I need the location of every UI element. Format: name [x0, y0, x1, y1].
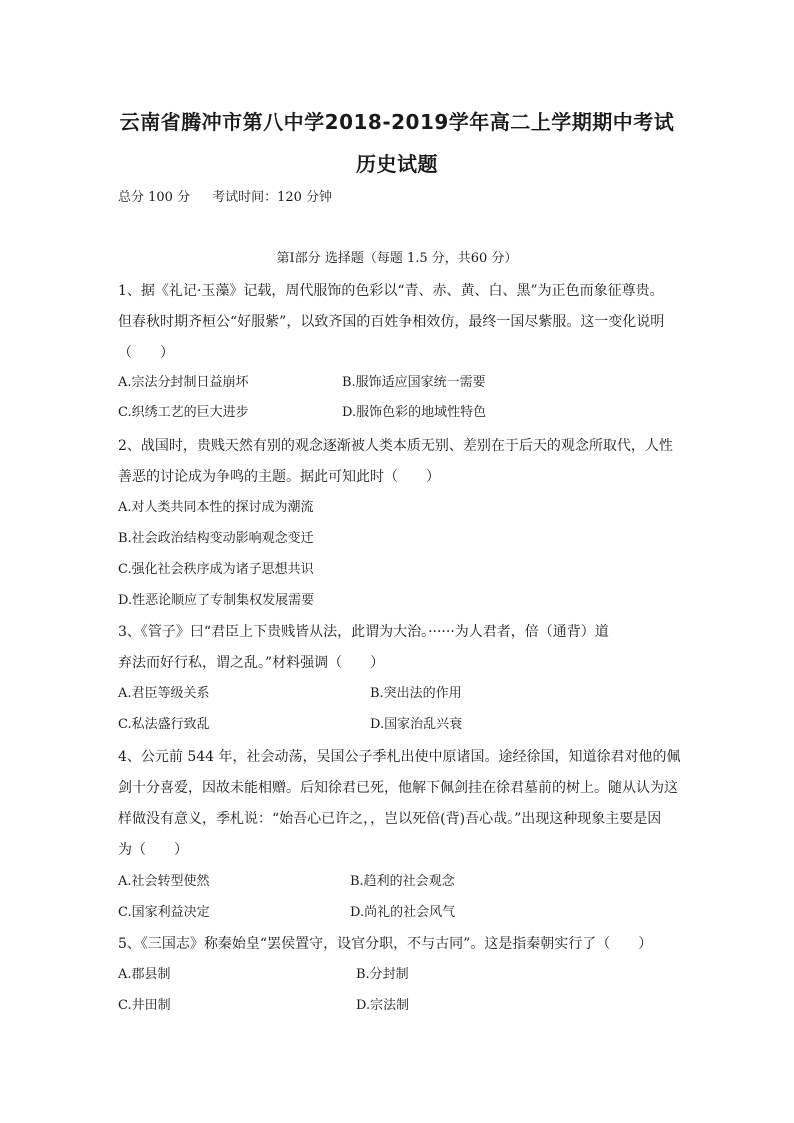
question-5-option-d: D.宗法制 [356, 998, 410, 1013]
question-5-option-a: A.郡县制 [118, 967, 171, 982]
exam-title: 云南省腾冲市第八中学2018-2019学年高二上学期期中考试 [119, 110, 675, 134]
question-2-option-a: A.对人类共同本性的探讨成为潮流 [118, 500, 314, 515]
question-2-option-b: B.社会政治结构变动影响观念变迁 [118, 531, 314, 546]
question-1-option-c: C.织绣工艺的巨大进步 [118, 405, 249, 420]
question-4-option-a: A.社会转型使然 [118, 874, 210, 889]
question-3-option-a: A.君臣等级关系 [118, 686, 210, 701]
exam-subtitle: 历史试题 [356, 152, 438, 176]
question-5-option-c: C.井田制 [118, 998, 171, 1013]
question-2-option-c: C.强化社会秩序成为诸子思想共识 [118, 562, 314, 577]
question-4-line-2: 剑十分喜爱，因故未能相赠。后知徐君已死，他解下佩剑挂在徐君墓前的树上。随从认为这 [118, 780, 678, 796]
question-4-line-4: 为（ ） [118, 842, 188, 858]
question-4-option-d: D.尚礼的社会风气 [350, 905, 456, 920]
question-3-option-d: D.国家治乱兴衰 [370, 717, 463, 732]
question-1-line-1: 1、据《礼记·玉藻》记载，周代服饰的色彩以“青、赤、黄、白、黑”为正色而象征尊贵。 [118, 283, 664, 299]
question-2-line-1: 2、战国时，贵贱天然有别的观念逐渐被人类本质无别、差别在于后天的观念所取代，人性 [118, 438, 673, 454]
section-title: 第Ⅰ部分 选择题（每题 1.5 分，共60 分） [276, 251, 518, 266]
question-4-line-1: 4、公元前 544 年，社会动荡，吴国公子季札出使中原诸国。途经徐国，知道徐君对他的佩 [118, 749, 681, 765]
question-2-option-d: D.性恶论顺应了专制集权发展需要 [118, 593, 315, 608]
question-4-line-3: 样做没有意义，季札说：“始吾心已许之，，岂以死倍(背)吾心哉。”出现这种现象主要是因 [118, 811, 662, 827]
exam-time: 考试时间：120 分钟 [212, 190, 333, 205]
question-3-line-1: 3、《管子》曰“君臣上下贵贱皆从法，此谓为大治。······为人君者，倍（通背）道 [118, 624, 609, 640]
question-1-option-d: D.服饰色彩的地域性特色 [342, 405, 487, 420]
question-1-line-2: 但春秋时期齐桓公“好服紫”，以致齐国的百姓争相效仿，最终一国尽紫服。这一变化说明 [118, 314, 665, 330]
question-5-line-1: 5、《三国志》称秦始皇“罢侯置守，设官分职，不与古同”。这是指秦朝实行了（ ） [118, 936, 653, 952]
exam-meta [118, 186, 332, 205]
question-3-option-b: B.突出法的作用 [370, 686, 462, 701]
question-3-option-c: C.私法盛行致乱 [118, 717, 210, 732]
question-2-line-2: 善恶的讨论成为争鸣的主题。据此可知此时（ ） [118, 469, 440, 485]
question-3-line-2: 弃法而好行私，谓之乱。”材料强调（ ） [118, 655, 385, 671]
question-1-option-a: A.宗法分封制日益崩坏 [118, 375, 249, 390]
question-5-option-b: B.分封制 [356, 967, 409, 982]
question-4-option-c: C.国家利益决定 [118, 905, 210, 920]
question-4-option-b: B.趋利的社会观念 [350, 874, 455, 889]
question-1-option-b: B.服饰适应国家统一需要 [342, 375, 486, 390]
total-score: 总分 100 分 [118, 190, 191, 205]
question-1-line-3: （ ） [118, 345, 174, 361]
